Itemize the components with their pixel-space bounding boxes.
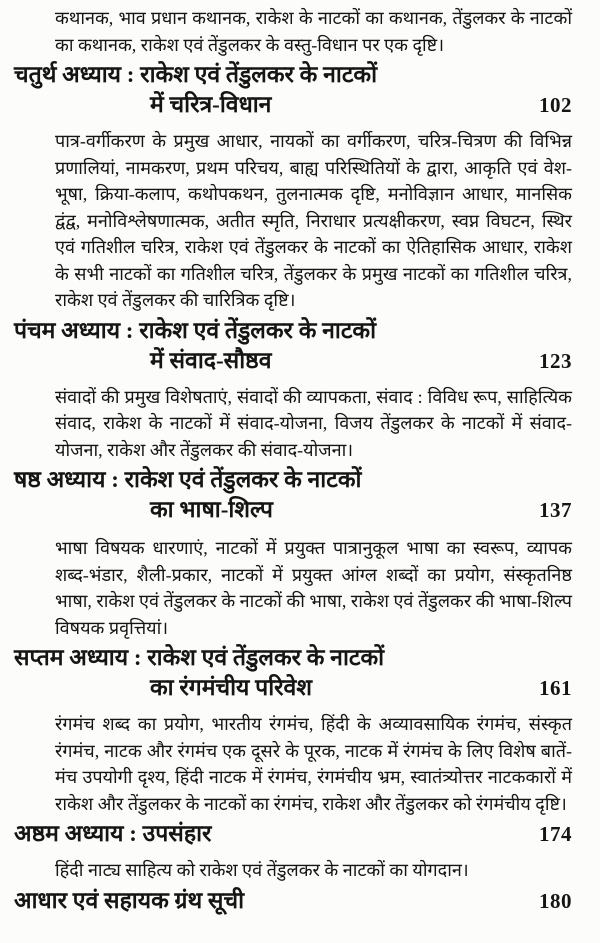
chapter-heading: [14, 465, 572, 525]
chapter-title-line1: पंचम अध्याय : राकेश एवं तेंडुलकर के नाटकों: [14, 317, 377, 343]
chapter-title-line1: आधार एवं सहायक ग्रंथ सूची: [14, 887, 245, 913]
continuation-paragraph: कथानक, भाव प्रधान कथानक, राकेश के नाटकों का कथानक, तेंडुलकर के नाटकों का कथानक, राकेश एवं तेंडुलकर के वस्तु-विधान पर एक दृष्टि।: [55, 8, 572, 55]
page-number: 137: [539, 498, 572, 522]
chapter-heading: [14, 819, 572, 849]
page-number: 123: [539, 348, 572, 373]
chapter-title-line2: में संवाद-सौष्ठव: [150, 347, 272, 373]
chapter-title-line2: का भाषा-शिल्प: [150, 497, 273, 522]
chapter-entry-6: [14, 465, 572, 641]
chapter-entry-4: [14, 60, 572, 314]
chapter-heading: [14, 643, 572, 703]
chapter-description: रंगमंच शब्द का प्रयोग, भारतीय रंगमंच, हिंदी के अव्यावसायिक रंगमंच, संस्कृत रंगमंच, नाटक और रंगमंच एक दूसरे के पूरक, नाटक में रंगमंच के लिए विशेष बातें-मंच उपयोगी दृश्य, हिंदी नाटक में रंगमंच, रंगमंचीय भ्रम, स्वातंत्र्योत्तर नाटककारों में राकेश और तेंडुलकर के नाटकों का रंगमंच, राकेश और तेंडुलकर को रंगमंचीय दृष्टि।: [55, 714, 572, 814]
chapter-entry-5: [14, 316, 572, 464]
chapter-heading: [14, 316, 572, 376]
chapter-entry-8: [14, 819, 572, 884]
page-number: 102: [539, 93, 572, 117]
chapter-title-line1: षष्ठ अध्याय : राकेश एवं तेंडुलकर के नाटकों: [14, 467, 362, 492]
chapter-title-line2: का रंगमंचीय परिवेश: [150, 675, 312, 700]
chapter-heading: [14, 886, 572, 916]
chapter-title-line1: चतुर्थ अध्याय : राकेश एवं तेंडुलकर के नाटकों: [14, 62, 378, 87]
chapter-description: संवादों की प्रमुख विशेषताएं, संवादों की व्यापकता, संवाद : विविध रूप, साहित्यिक संवाद, राकेश के नाटकों में संवाद-योजना, विजय तेंडुलकर के नाटकों में संवाद-योजना, राकेश और तेंडुलकर की संवाद-योजना।: [55, 386, 572, 460]
page-number: 180: [539, 888, 572, 913]
chapter-description: भाषा विषयक धारणाएं, नाटकों में प्रयुक्त पात्रानुकूल भाषा का स्वरूप, व्यापक शब्द-भंडार, शैली-प्रकार, नाटकों में प्रयुक्त आंग्ल शब्दों का प्रयोग, संस्कृतनिष्ठ भाषा, राकेश एवं तेंडुलकर के नाटकों की भाषा, राकेश एवं तेंडुलकर की भाषा-शिल्प विषयक प्रवृत्तियां।: [55, 538, 572, 638]
chapter-title-line1: सप्तम अध्याय : राकेश एवं तेंडुलकर के नाटकों: [14, 645, 385, 670]
chapter-entry-7: [14, 643, 572, 817]
chapter-title-line1: अष्ठम अध्याय : उपसंहार: [14, 821, 212, 846]
chapter-heading: [14, 60, 572, 120]
chapter-description: पात्र-वर्गीकरण के प्रमुख आधार, नायकों का वर्गीकरण, चरित्र-चित्रण की विभिन्न प्रणालियां, नामकरण, प्रथम परिचय, बाह्य परिस्थितियों के द्वारा, आकृति एवं वेश-भूषा, क्रिया-कलाप, कथोपकथन, तुलनात्मक दृष्टि, मनोविज्ञान आधार, मानसिक द्वंद्व, मनोविश्लेषणात्मक, अतीत स्मृति, निराधार प्रत्यक्षीकरण, स्वप्न विघटन, स्थिर एवं गतिशील चरित्र, राकेश एवं तेंडुलकर के नाटकों का ऐतिहासिक आधार, राकेश के सभी नाटकों का गतिशील चरित्र, तेंडुलकर के प्रमुख नाटकों का गतिशील चरित्र, राकेश एवं तेंडुलकर की चारित्रिक दृष्टि।: [55, 131, 572, 310]
page-number: 174: [539, 822, 572, 846]
chapter-description: हिंदी नाट्य साहित्य को राकेश एवं तेंडुलकर के नाटकों का योगदान।: [55, 860, 469, 880]
page-number: 161: [539, 676, 572, 700]
bibliography-entry: [14, 886, 572, 916]
chapter-title-line2: में चरित्र-विधान: [150, 92, 272, 117]
